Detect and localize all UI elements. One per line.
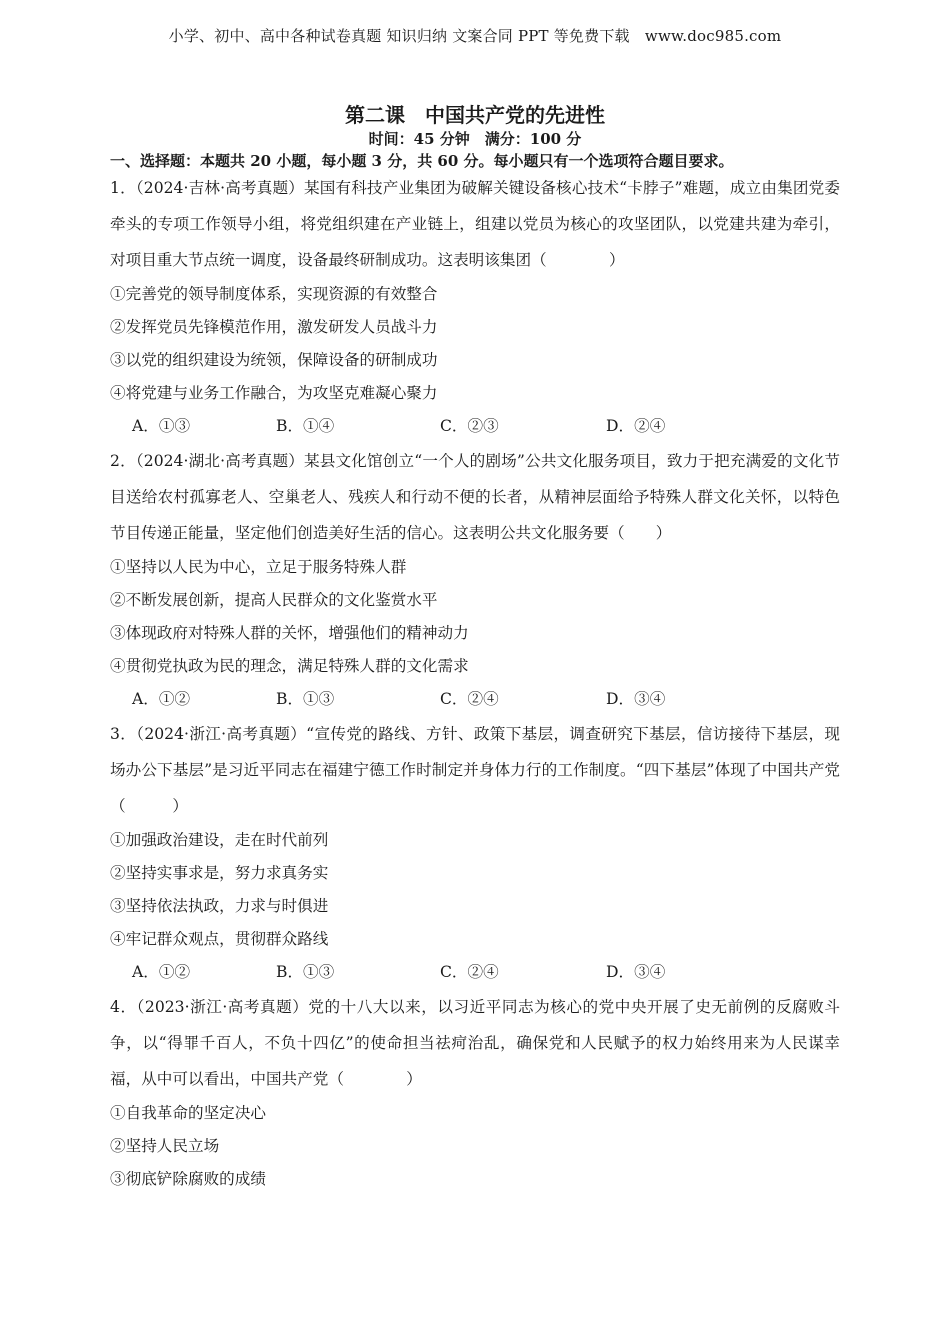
question-stem: 4．（2023·浙江·高考真题）党的十八大以来，以习近平同志为核心的党中央开展了史无前例的反腐败斗争，以“得罪千百人，不负十四亿”的使命担当祛疴治乱，确保党和人民赋予的权力始终用来为人民谋幸福，从中可以看出，中国共产党（ ）	[110, 998, 840, 1088]
option-b: B．①③	[276, 690, 335, 708]
section-heading: 一、选择题：本题共 20 小题，每小题 3 分，共 60 分。每小题只有一个选项符合题目要求。	[110, 152, 734, 170]
option-c: C．②④	[440, 963, 499, 981]
statement-choice: ②不断发展创新，提高人民群众的文化鉴赏水平	[110, 591, 438, 609]
statement-choice: ③以党的组织建设为统领，保障设备的研制成功	[110, 351, 438, 369]
statement-choice: ③体现政府对特殊人群的关怀，增强他们的精神动力	[110, 624, 469, 642]
option-d: D．③④	[606, 690, 666, 708]
header-site-text: 小学、初中、高中各种试卷真题 知识归纳 文案合同 PPT 等免费下载 www.doc985.com	[168, 27, 782, 45]
option-a: A．①②	[132, 690, 191, 708]
option-c: C．②④	[440, 690, 499, 708]
statement-choice: ①加强政治建设，走在时代前列	[110, 831, 329, 849]
statement-choice: ④牢记群众观点，贯彻群众路线	[110, 930, 329, 948]
statement-choice: ①自我革命的坚定决心	[110, 1104, 266, 1122]
exam-time-score: 时间：45 分钟 满分：100 分	[368, 130, 582, 148]
statement-choice: ②坚持实事求是，努力求真务实	[110, 864, 329, 882]
page-header	[0, 25, 950, 46]
question-3	[110, 716, 840, 989]
option-a: A．①③	[132, 417, 191, 435]
statement-choice: ④贯彻党执政为民的理念，满足特殊人群的文化需求	[110, 657, 469, 675]
option-d: D．②④	[606, 417, 666, 435]
question-2	[110, 443, 840, 716]
question-list	[110, 170, 840, 1196]
option-b: B．①③	[276, 963, 335, 981]
statement-choice: ②坚持人民立场	[110, 1137, 220, 1155]
option-c: C．②③	[440, 417, 499, 435]
page-title: 第二课 中国共产党的先进性	[345, 103, 605, 127]
answer-options	[110, 410, 840, 443]
statement-choice: ③彻底铲除腐败的成绩	[110, 1170, 266, 1188]
statement-choice: ③坚持依法执政，力求与时俱进	[110, 897, 329, 915]
statement-choice: ①完善党的领导制度体系，实现资源的有效整合	[110, 285, 438, 303]
statement-choice: ④将党建与业务工作融合，为攻坚克难凝心聚力	[110, 384, 438, 402]
statement-choice: ②发挥党员先锋模范作用，激发研发人员战斗力	[110, 318, 438, 336]
question-stem: 3．（2024·浙江·高考真题）“宣传党的路线、方针、政策下基层，调查研究下基层，信访接待下基层，现场办公下基层”是习近平同志在福建宁德工作时制定并身体力行的工作制度。“四下基层”体现了中国共产党（ ）	[110, 725, 840, 815]
question-stem: 2．（2024·湖北·高考真题）某县文化馆创立“一个人的剧场”公共文化服务项目，致力于把充满爱的文化节目送给农村孤寡老人、空巢老人、残疾人和行动不便的长者，从精神层面给予特殊人群文化关怀，以特色节目传递正能量，坚定他们创造美好生活的信心。这表明公共文化服务要（ ）	[110, 452, 840, 542]
option-b: B．①④	[276, 417, 335, 435]
option-d: D．③④	[606, 963, 666, 981]
statement-choice: ①坚持以人民为中心，立足于服务特殊人群	[110, 558, 407, 576]
question-stem: 1．（2024·吉林·高考真题）某国有科技产业集团为破解关键设备核心技术“卡脖子”难题，成立由集团党委牵头的专项工作领导小组，将党组织建在产业链上，组建以党员为核心的攻坚团队，以党建共建为牵引，对项目重大节点统一调度，设备最终研制成功。这表明该集团（ ）	[110, 179, 840, 269]
question-4	[110, 989, 840, 1196]
question-1	[110, 170, 840, 443]
answer-options	[110, 683, 840, 716]
answer-options	[110, 956, 840, 989]
option-a: A．①②	[132, 963, 191, 981]
